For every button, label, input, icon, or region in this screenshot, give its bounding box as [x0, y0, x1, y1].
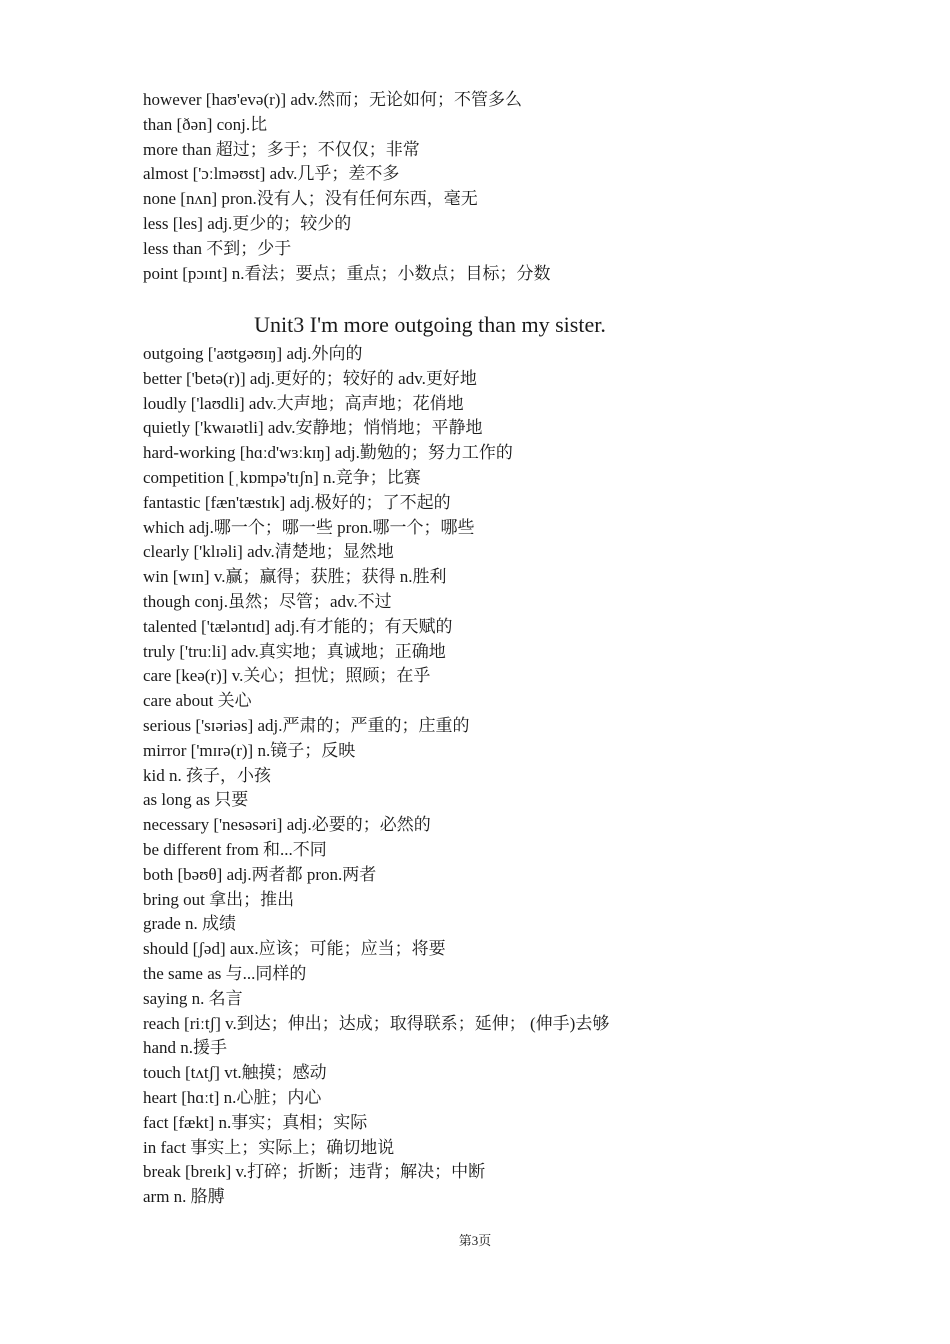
vocab-entry: quietly ['kwaɪətli] adv.安静地；悄悄地；平静地 [143, 418, 483, 438]
vocab-entry: almost ['ɔːlməʊst] adv.几乎；差不多 [143, 164, 400, 184]
vocab-entry: outgoing ['aʊtgəʊɪŋ] adj.外向的 [143, 344, 363, 363]
vocab-entry: point [pɔɪnt] n.看法；要点；重点；小数点；目标；分数 [143, 263, 551, 283]
vocab-entry: in fact 事实上；实际上；确切地说 [143, 1137, 395, 1157]
vocab-entry: arm n. 胳膊 [143, 1187, 225, 1207]
vocab-entry: none [nʌn] pron.没有人；没有任何东西，毫无 [143, 189, 478, 209]
vocab-entry: bring out 拿出；推出 [143, 889, 295, 909]
vocab-entry: serious ['sɪəriəs] adj.严肃的；严重的；庄重的 [143, 715, 470, 735]
vocab-entry: mirror ['mɪrə(r)] n.镜子；反映 [143, 740, 356, 760]
vocab-entry: reach [riːtʃ] v.到达；伸出；达成；取得联系；延伸； (伸手)去够 [143, 1013, 610, 1033]
vocab-entry: clearly ['klɪəli] adv.清楚地；显然地 [143, 542, 394, 562]
vocab-entry: saying n. 名言 [143, 988, 243, 1008]
vocab-entry: as long as 只要 [143, 790, 249, 810]
vocab-entry: less [les] adj.更少的；较少的 [143, 213, 352, 233]
unit-title: Unit3 I'm more outgoing than my sister. [254, 312, 606, 337]
vocab-entry: touch [tʌtʃ] vt.触摸；感动 [143, 1063, 327, 1083]
page-number: 第3页 [458, 1233, 492, 1248]
vocab-entry: talented ['tæləntɪd] adj.有才能的；有天赋的 [143, 616, 453, 636]
vocab-entry: heart [hɑːt] n.心脏；内心 [143, 1087, 322, 1107]
vocab-entry: less than 不到；少于 [143, 238, 292, 258]
vocab-entry: fact [fækt] n.事实；真相；实际 [143, 1112, 368, 1132]
vocab-entry: be different from 和...不同 [143, 839, 327, 859]
vocab-entry: loudly ['laʊdli] adv.大声地；高声地；花俏地 [143, 393, 464, 413]
vocab-entry: than [ðən] conj.比 [143, 114, 268, 134]
vocab-entry: better ['betə(r)] adj.更好的；较好的 adv.更好地 [143, 368, 477, 388]
vocab-entry: grade n. 成绩 [143, 914, 237, 934]
vocab-entry: win [wɪn] v.赢；赢得；获胜；获得 n.胜利 [143, 567, 447, 587]
vocab-entry: should [ʃəd] aux.应该；可能；应当；将要 [143, 939, 446, 959]
vocab-entry: break [breɪk] v.打碎；折断；违背；解决；中断 [143, 1162, 486, 1182]
vocab-entry: truly ['truːli] adv.真实地；真诚地；正确地 [143, 641, 446, 661]
vocab-entry: however [haʊ'evə(r)] adv.然而；无论如何；不管多么 [143, 90, 523, 109]
vocab-entry: care about 关心 [143, 691, 252, 711]
vocab-list-unit3 [143, 342, 843, 1210]
vocab-entry: which adj.哪一个；哪一些 pron.哪一个；哪些 [143, 517, 475, 537]
vocab-entry: care [keə(r)] v.关心；担忧；照顾；在乎 [143, 666, 431, 686]
vocab-list-top [143, 88, 843, 286]
vocab-entry: both [bəʊθ] adj.两者都 pron.两者 [143, 864, 377, 884]
vocab-entry: hard-working [hɑːd'wɜːkɪŋ] adj.勤勉的；努力工作的 [143, 443, 513, 463]
vocab-entry: the same as 与...同样的 [143, 963, 307, 983]
vocab-entry: though conj.虽然；尽管；adv.不过 [143, 591, 392, 611]
vocab-entry: hand n.援手 [143, 1038, 228, 1058]
vocab-entry: more than 超过；多于；不仅仅；非常 [143, 139, 420, 159]
vocab-entry: fantastic [fæn'tæstɪk] adj.极好的；了不起的 [143, 492, 451, 512]
vocab-entry: kid n. 孩子，小孩 [143, 765, 271, 785]
vocab-entry: necessary ['nesəsəri] adj.必要的；必然的 [143, 815, 431, 835]
vocab-entry: competition [ˌkɒmpə'tɪʃn] n.竞争；比赛 [143, 467, 421, 487]
